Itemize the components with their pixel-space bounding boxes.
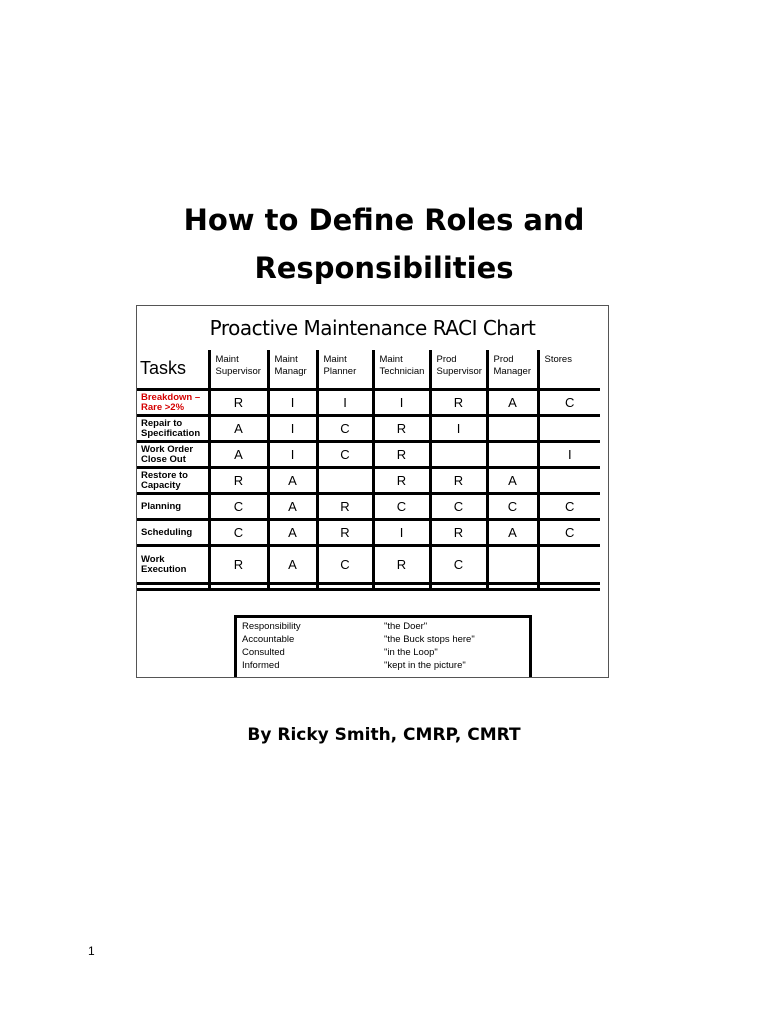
- raci-cell: R: [209, 546, 268, 584]
- legend-term: Accountable: [242, 634, 295, 645]
- role-header: Stores: [538, 350, 600, 390]
- raci-cell: C: [317, 416, 373, 442]
- task-cell: Work Order Close Out: [137, 442, 209, 468]
- role-header: Maint Supervisor: [209, 350, 268, 390]
- title-line-2: Responsibilities: [254, 251, 514, 285]
- task-cell: Work Execution: [137, 546, 209, 584]
- raci-cell: R: [373, 416, 430, 442]
- role-header: Prod Manager: [487, 350, 538, 390]
- raci-cell: C: [487, 494, 538, 520]
- table-row: [137, 442, 600, 468]
- role-header: Maint Technician: [373, 350, 430, 390]
- raci-cell: R: [430, 390, 487, 416]
- raci-cell: R: [430, 468, 487, 494]
- raci-cell: A: [268, 468, 317, 494]
- raci-cell: C: [430, 546, 487, 584]
- role-header: Prod Supervisor: [430, 350, 487, 390]
- raci-chart-figure: [136, 305, 609, 678]
- table-row: [137, 468, 600, 494]
- raci-cell: A: [209, 416, 268, 442]
- raci-cell: C: [538, 390, 600, 416]
- table-row: [137, 494, 600, 520]
- raci-cell: I: [538, 442, 600, 468]
- raci-cell: R: [317, 494, 373, 520]
- table-bottom-rule: [137, 590, 600, 592]
- tasks-header: Tasks: [140, 358, 187, 378]
- raci-cell: C: [209, 520, 268, 546]
- task-cell: Scheduling: [137, 520, 209, 546]
- raci-cell: A: [487, 390, 538, 416]
- table-row: [137, 520, 600, 546]
- title-line-1: How to Define Roles and: [183, 203, 585, 237]
- role-header: Maint Managr: [268, 350, 317, 390]
- legend-row: [242, 646, 529, 659]
- raci-cell: [538, 546, 600, 584]
- raci-cell: I: [268, 442, 317, 468]
- raci-cell: I: [373, 520, 430, 546]
- raci-cell: A: [268, 494, 317, 520]
- raci-cell: R: [317, 520, 373, 546]
- legend-term: Responsibility: [242, 621, 301, 632]
- raci-cell: A: [268, 520, 317, 546]
- legend-term: Consulted: [242, 647, 285, 658]
- page-number: 1: [88, 944, 95, 958]
- raci-cell: I: [430, 416, 487, 442]
- chart-title: Proactive Maintenance RACI Chart: [209, 316, 536, 340]
- document-title: [0, 196, 768, 292]
- raci-cell: R: [373, 468, 430, 494]
- raci-cell: R: [373, 442, 430, 468]
- raci-cell: C: [430, 494, 487, 520]
- table-row: [137, 546, 600, 584]
- raci-cell: I: [268, 390, 317, 416]
- author-byline: By Ricky Smith, CMRP, CMRT: [247, 725, 521, 745]
- raci-cell: R: [209, 390, 268, 416]
- task-cell: Restore to Capacity: [137, 468, 209, 494]
- raci-cell: [487, 416, 538, 442]
- raci-cell: [430, 442, 487, 468]
- raci-table: [137, 350, 600, 591]
- raci-cell: I: [317, 390, 373, 416]
- table-row: [137, 390, 600, 416]
- table-header-row: [137, 350, 600, 390]
- raci-cell: R: [373, 546, 430, 584]
- legend-row: [242, 633, 529, 646]
- raci-cell: I: [268, 416, 317, 442]
- table-row: [137, 416, 600, 442]
- raci-cell: [487, 442, 538, 468]
- raci-cell: C: [317, 442, 373, 468]
- raci-cell: C: [317, 546, 373, 584]
- task-cell: Breakdown – Rare >2%: [137, 390, 209, 416]
- legend-row: [242, 620, 529, 633]
- legend-term: Informed: [242, 660, 280, 671]
- raci-cell: R: [209, 468, 268, 494]
- raci-cell: A: [487, 520, 538, 546]
- raci-cell: [538, 468, 600, 494]
- raci-cell: A: [268, 546, 317, 584]
- legend-meaning: "the Buck stops here": [384, 634, 475, 645]
- raci-cell: I: [373, 390, 430, 416]
- raci-cell: R: [430, 520, 487, 546]
- raci-cell: A: [487, 468, 538, 494]
- legend-row: [242, 659, 529, 672]
- task-cell: Repair to Specification: [137, 416, 209, 442]
- raci-cell: [538, 416, 600, 442]
- raci-cell: C: [538, 520, 600, 546]
- raci-cell: C: [538, 494, 600, 520]
- raci-cell: A: [209, 442, 268, 468]
- raci-cell: [317, 468, 373, 494]
- raci-cell: [487, 546, 538, 584]
- raci-legend: [234, 615, 532, 678]
- raci-cell: C: [209, 494, 268, 520]
- legend-meaning: "kept in the picture": [384, 660, 466, 671]
- role-header: Maint Planner: [317, 350, 373, 390]
- task-cell: Planning: [137, 494, 209, 520]
- legend-meaning: "the Doer": [384, 621, 428, 632]
- legend-meaning: "in the Loop": [384, 647, 438, 658]
- raci-cell: C: [373, 494, 430, 520]
